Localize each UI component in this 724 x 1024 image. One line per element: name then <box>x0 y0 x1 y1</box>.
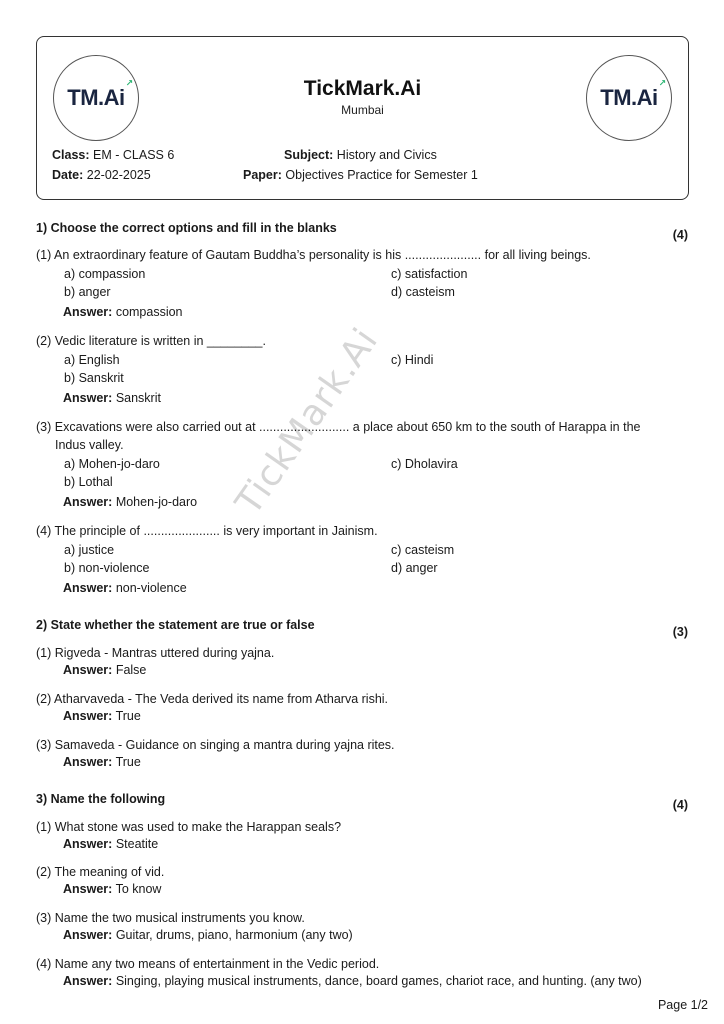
answer <box>63 755 141 769</box>
answer <box>63 928 353 942</box>
answer <box>63 974 642 988</box>
paper-label: Paper: <box>243 168 282 182</box>
option: a) justice <box>64 543 115 557</box>
question-text: (4) Name any two means of entertainment in the Vedic period. <box>36 957 380 971</box>
section-marks: (4) <box>672 228 688 242</box>
question-text: (3) Excavations were also carried out at .......................... a place about 650 km to the south of Harappa in the <box>36 420 641 434</box>
answer-value: Singing, playing musical instruments, dance, board games, chariot race, and hunting. (any two) <box>115 974 642 988</box>
answer-label: Answer: <box>63 837 113 851</box>
date-label: Date: <box>52 168 84 182</box>
answer <box>63 837 158 851</box>
option: c) casteism <box>391 543 455 557</box>
answer-value: compassion <box>115 305 183 319</box>
answer-value: non-violence <box>115 581 187 595</box>
answer <box>63 882 161 896</box>
answer <box>63 663 146 677</box>
answer-value: Sanskrit <box>115 391 161 405</box>
answer-label: Answer: <box>63 581 113 595</box>
answer <box>63 305 183 319</box>
option: c) satisfaction <box>391 267 468 281</box>
answer-label: Answer: <box>63 305 113 319</box>
answer-value: Steatite <box>115 837 159 851</box>
logo-accent-icon: ↗ <box>658 78 666 88</box>
answer-label: Answer: <box>63 663 113 677</box>
page-number: Page 1/2 <box>657 998 708 1012</box>
section-title: 1) Choose the correct options and fill in the blanks <box>36 221 337 235</box>
logo-text: TM.Ai ↗ <box>67 78 133 110</box>
subject-label: Subject: <box>284 148 334 162</box>
answer <box>63 495 197 509</box>
question-text: (3) Name the two musical instruments you know. <box>36 911 305 925</box>
option: d) casteism <box>391 285 455 299</box>
section-marks: (3) <box>672 625 688 639</box>
question-text: (3) Samaveda - Guidance on singing a mantra during yajna rites. <box>36 738 395 752</box>
question-text-continued: Indus valley. <box>55 438 124 452</box>
option: d) anger <box>391 561 438 575</box>
answer-label: Answer: <box>63 974 113 988</box>
question-text: (1) What stone was used to make the Harappan seals? <box>36 820 342 834</box>
option: b) Sanskrit <box>64 371 124 385</box>
class-value: EM - CLASS 6 <box>93 148 175 162</box>
class-label: Class: <box>52 148 90 162</box>
class-field <box>52 148 174 162</box>
question-text: (2) Atharvaveda - The Veda derived its name from Atharva rishi. <box>36 692 389 706</box>
date-field <box>52 168 151 182</box>
option: c) Dholavira <box>391 457 458 471</box>
logo-right <box>586 55 672 141</box>
answer-label: Answer: <box>63 391 113 405</box>
option: a) English <box>64 353 120 367</box>
paper-field <box>243 168 478 182</box>
watermark: TickMark.Ai <box>228 320 387 523</box>
answer-label: Answer: <box>63 882 113 896</box>
option: b) anger <box>64 285 111 299</box>
answer-label: Answer: <box>63 928 113 942</box>
answer <box>63 709 141 723</box>
option: c) Hindi <box>391 353 434 367</box>
question-text: (2) The meaning of vid. <box>36 865 165 879</box>
question-text: (2) Vedic literature is written in ________. <box>36 334 266 348</box>
answer-value: Guitar, drums, piano, harmonium (any two) <box>115 928 353 942</box>
section-title: 2) State whether the statement are true or false <box>36 618 315 632</box>
option: a) Mohen-jo-daro <box>64 457 160 471</box>
answer-value: To know <box>115 882 162 896</box>
option: b) Lothal <box>64 475 113 489</box>
answer <box>63 581 187 595</box>
answer-value: True <box>115 709 141 723</box>
paper-header <box>36 36 689 200</box>
paper-value: Objectives Practice for Semester 1 <box>285 168 478 182</box>
answer-value: False <box>115 663 147 677</box>
option: a) compassion <box>64 267 146 281</box>
logo-text: TM.Ai ↗ <box>600 78 666 110</box>
question-text: (1) Rigveda - Mantras uttered during yajna. <box>36 646 275 660</box>
org-city: Mumbai <box>341 103 384 117</box>
question-text: (4) The principle of ...................... is very important in Jainism. <box>36 524 378 538</box>
section-marks: (4) <box>672 798 688 812</box>
option: b) non-violence <box>64 561 150 575</box>
answer <box>63 391 161 405</box>
subject-field <box>284 148 437 162</box>
subject-value: History and Civics <box>336 148 437 162</box>
section-title: 3) Name the following <box>36 792 166 806</box>
logo-accent-icon: ↗ <box>125 78 133 88</box>
answer-value: True <box>115 755 141 769</box>
question-text: (1) An extraordinary feature of Gautam Buddha’s personality is his ...................... for all living beings. <box>36 248 591 262</box>
answer-label: Answer: <box>63 755 113 769</box>
date-value: 22-02-2025 <box>86 168 151 182</box>
answer-value: Mohen-jo-daro <box>115 495 198 509</box>
answer-label: Answer: <box>63 709 113 723</box>
org-name: TickMark.Ai <box>303 77 422 100</box>
answer-label: Answer: <box>63 495 113 509</box>
